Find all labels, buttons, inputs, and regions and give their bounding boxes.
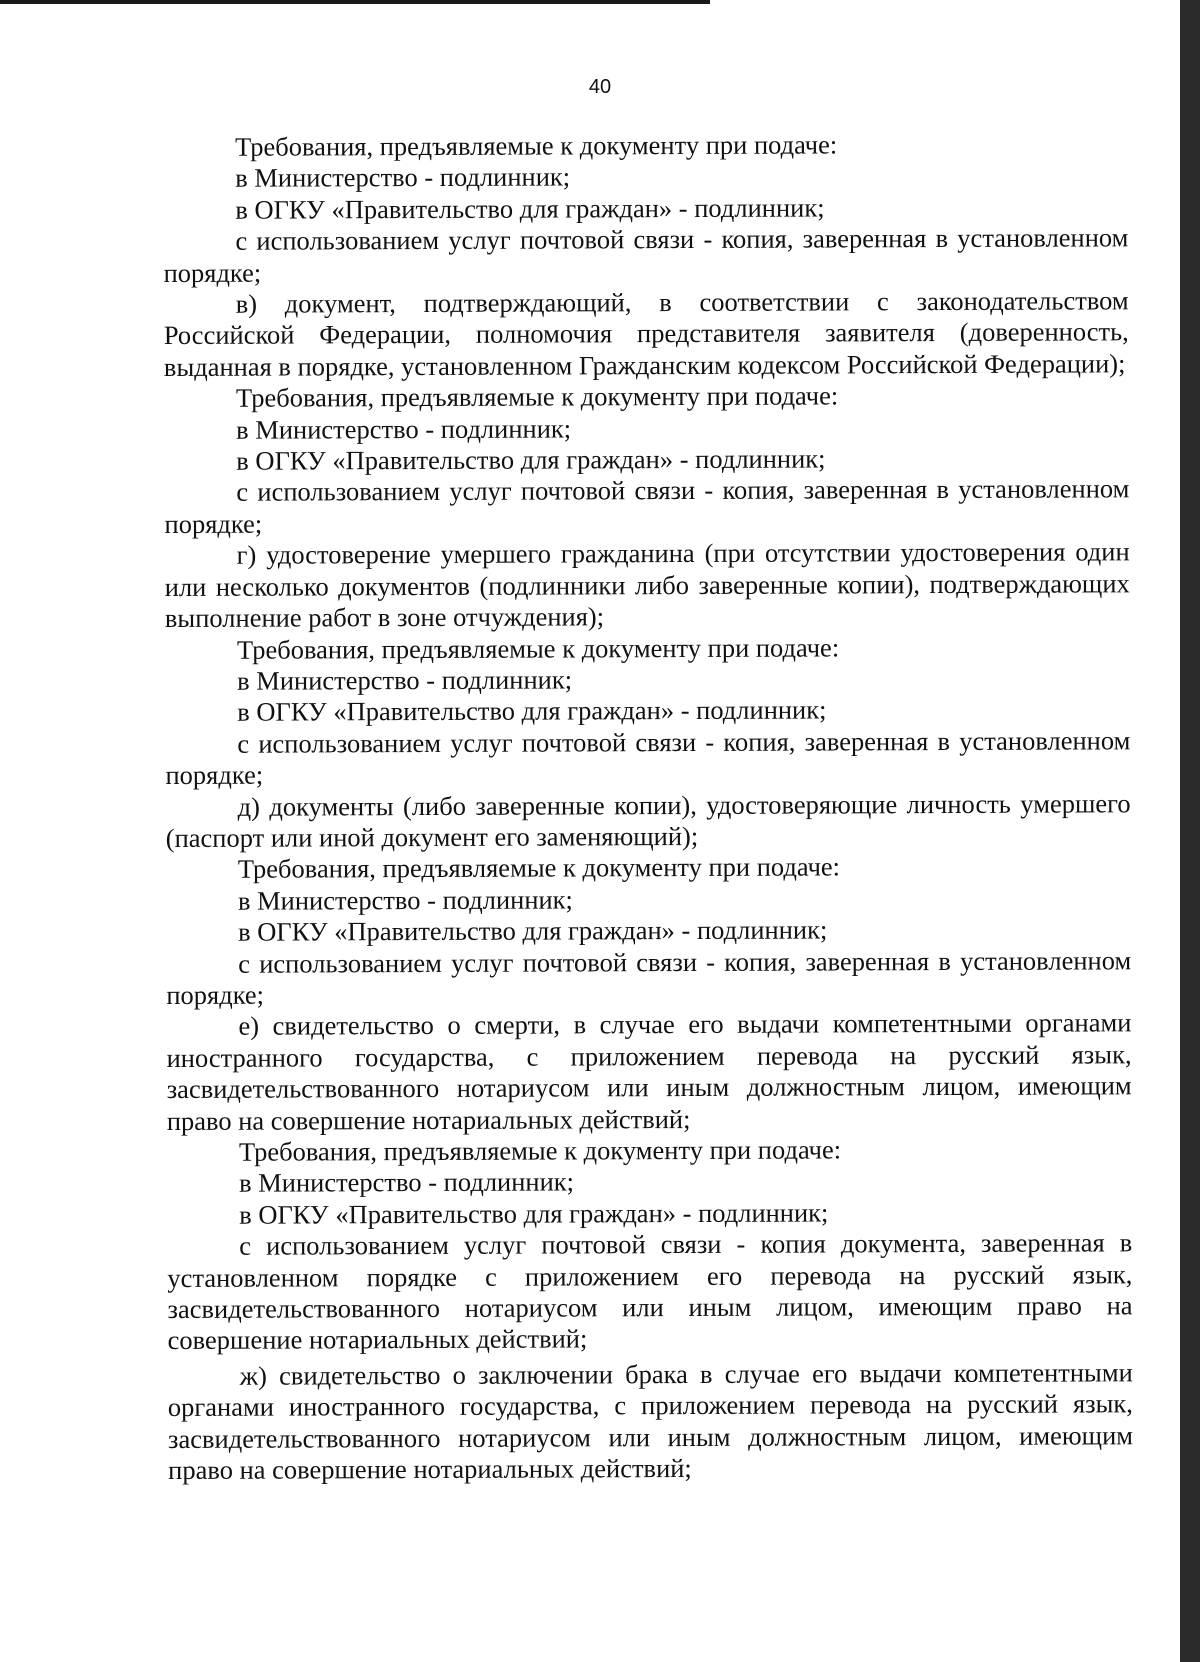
paragraph-ministry-3: в Министерство - подлинник; (237, 664, 573, 696)
paragraph-postal-5: с использованием услуг почтовой связи - копия документа, заверенная в установленном порядке с приложением его перевода на русский язык, засвидетельствованного нотариусом или иным лицом, имеющим право на совершение нотариальных действий; (167, 1227, 1133, 1356)
paragraph-postal-4: с использованием услуг почтовой связи - копия, заверенная в установленном порядке; (166, 944, 1132, 1010)
paragraph-item-e: е) свидетельство о смерти, в случае его выдачи компетентными органами иностранного государства, с приложением перевода на русский язык, засвидетельствованного нотариусом или иным должностным лицом, имеющим право на совершение нотариальных действий; (166, 1007, 1132, 1136)
paragraph-requirements-1: Требования, предъявляемые к документу при подаче: (234, 129, 838, 162)
scan-right-edge (1180, 0, 1200, 1662)
paragraph-ogku-1: в ОГКУ «Правительство для граждан» - подлинник; (235, 192, 825, 225)
paragraph-postal-3: с использованием услуг почтовой связи - копия, заверенная в установленном порядке; (165, 725, 1131, 791)
paragraph-item-zh: ж) свидетельство о заключении брака в случае его выдачи компетентными органами иностранного государства, с приложением перевода на русский язык, засвидетельствованного нотариусом или иным должностным лицом, имеющим право на совершение нотариальных действий; (167, 1357, 1134, 1486)
paragraph-item-v: в) документ, подтверждающий, в соответствии с законодательством Российской Федерации, полномочия представителя заявителя (доверенность, выданная в порядке, установленном Гражданским кодексом Российской Федерации); (163, 285, 1129, 382)
paragraph-ogku-2: в ОГКУ «Правительство для граждан» - подлинник; (236, 443, 826, 476)
paragraph-ministry-2: в Министерство - подлинник; (236, 413, 572, 445)
page-number: 40 (588, 76, 612, 98)
paragraph-ministry-4: в Министерство - подлинник; (237, 884, 573, 916)
paragraph-ogku-4: в ОГКУ «Правительство для граждан» - подлинник; (238, 914, 828, 947)
paragraph-postal-2: с использованием услуг почтовой связи - копия, заверенная в установленном порядке; (164, 473, 1130, 539)
paragraph-ogku-5: в ОГКУ «Правительство для граждан» - подлинник; (239, 1197, 829, 1230)
paragraph-item-g: г) удостоверение умершего гражданина (при отсутствии удостоверения один или несколько документов (подлинники либо заверенные копии), подтверждающих выполнение работ в зоне отчуждения); (164, 536, 1130, 634)
paragraph-postal-1: с использованием услуг почтовой связи - копия, заверенная в установленном порядке; (163, 222, 1129, 288)
paragraph-ministry-5: в Министерство - подлинник; (238, 1166, 575, 1199)
paragraph-requirements-3: Требования, предъявляемые к документу при подаче: (236, 631, 840, 665)
document-body (163, 128, 1133, 1486)
paragraph-requirements-2: Требования, предъявляемые к документу при подаче: (235, 380, 839, 413)
paragraph-ministry-1: в Министерство - подлинник; (235, 161, 571, 194)
paragraph-item-d: д) документы (либо заверенные копии), удостоверяющие личность умершего (паспорт или иной документ его заменяющий); (165, 787, 1131, 853)
paragraph-requirements-4: Требования, предъявляемые к документу при подаче: (237, 851, 841, 885)
paragraph-requirements-5: Требования, предъявляемые к документу при подаче: (238, 1134, 842, 1167)
scan-top-edge (0, 0, 710, 4)
paragraph-ogku-3: в ОГКУ «Правительство для граждан» - подлинник; (237, 694, 827, 728)
